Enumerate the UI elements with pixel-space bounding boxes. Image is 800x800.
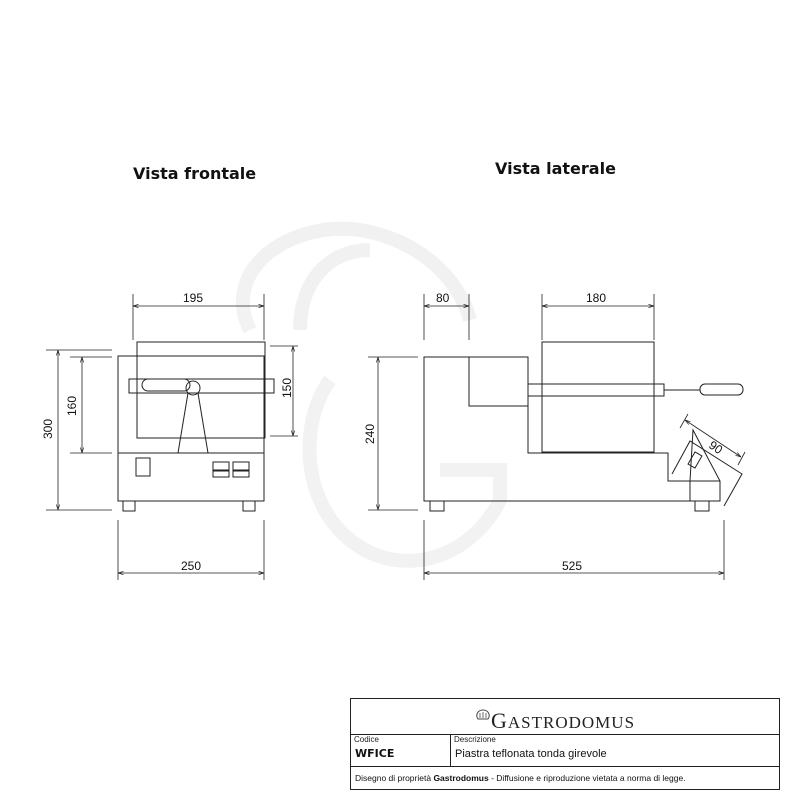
title-block-logo-row	[351, 699, 779, 735]
side-handle	[700, 384, 743, 395]
front-view	[118, 342, 274, 511]
dim-front-height-right: 150	[280, 377, 294, 398]
side-body	[424, 357, 690, 501]
description-value: Piastra teflonata tonda girevole	[455, 748, 607, 760]
dim-front-width-top: 195	[183, 291, 204, 305]
brand-logo	[491, 708, 635, 734]
code-value: WFICE	[355, 747, 395, 760]
dim-side-angle: 90	[706, 437, 726, 457]
brand-logo-initial: G	[491, 708, 508, 733]
copyright-notice	[355, 773, 686, 783]
dim-side-width-top: 180	[586, 291, 607, 305]
dim-side-height: 240	[363, 423, 377, 444]
title-block	[350, 698, 780, 790]
side-block	[469, 357, 528, 406]
copyright-brand: Gastrodomus	[433, 773, 489, 783]
title-block-info-row	[351, 735, 779, 767]
brand-logo-rest: ASTRODOMUS	[507, 713, 636, 732]
description-label: Descrizione	[454, 735, 496, 744]
dim-side-width-bottom: 525	[562, 559, 583, 573]
front-display-icon	[213, 462, 229, 470]
side-foot-right	[695, 501, 709, 511]
copyright-suffix: - Diffusione e riproduzione vietata a norma di legge.	[488, 773, 686, 783]
side-foot-left	[430, 501, 444, 511]
front-foot-left	[123, 501, 135, 511]
front-switch-icon	[136, 458, 150, 476]
side-view-title: Vista laterale	[495, 159, 616, 178]
dim-front-height-total: 300	[41, 418, 55, 439]
code-label: Codice	[354, 735, 379, 744]
dim-front-height-inner: 160	[65, 395, 79, 416]
front-view-title: Vista frontale	[133, 164, 257, 183]
description-cell	[451, 735, 779, 766]
brand-hat-icon	[475, 707, 491, 727]
front-body	[118, 356, 264, 501]
copyright-prefix: Disegno di proprietà	[355, 773, 434, 783]
front-handle	[142, 379, 190, 391]
front-stand	[178, 393, 208, 453]
front-foot-right	[243, 501, 255, 511]
side-bar	[528, 384, 664, 396]
code-cell	[351, 735, 451, 766]
dim-front-width-bottom: 250	[181, 559, 202, 573]
side-plate	[542, 342, 654, 452]
dim-side-offset-top: 80	[436, 291, 450, 305]
